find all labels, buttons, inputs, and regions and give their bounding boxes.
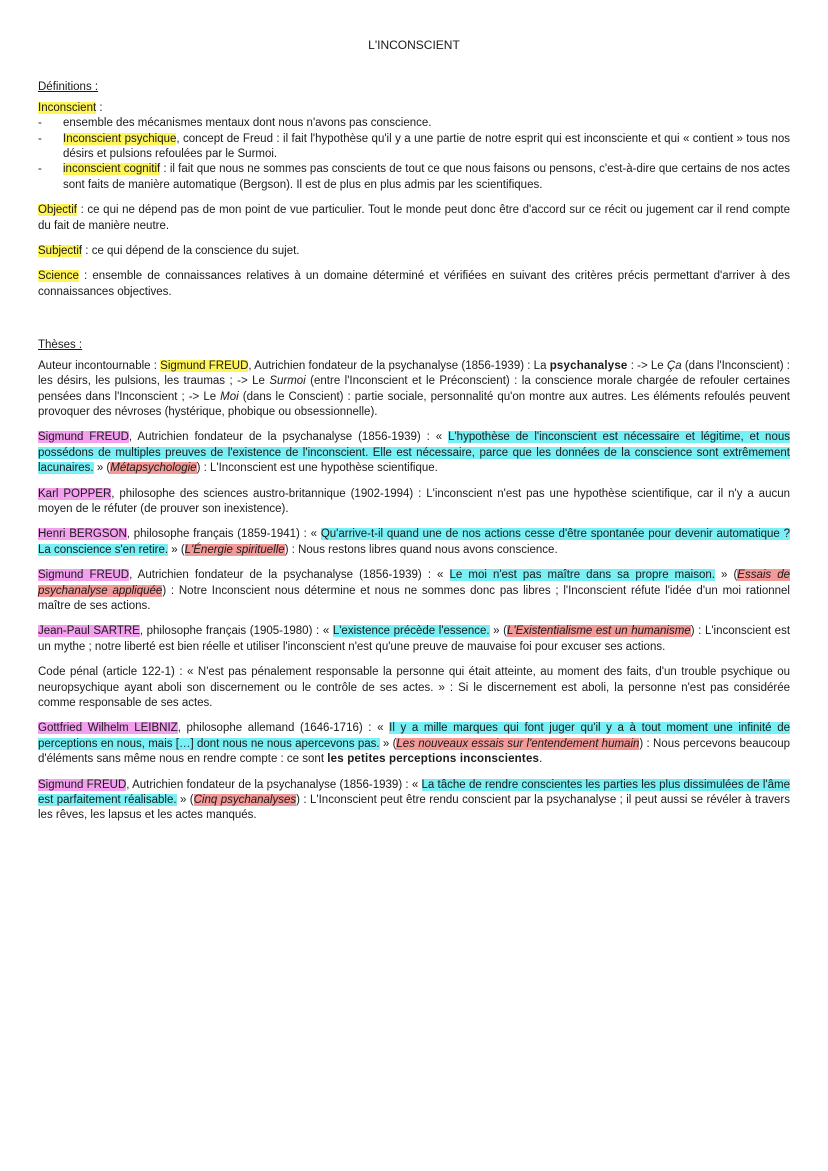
author-name: Sigmund FREUD	[38, 569, 130, 582]
thesis-code-penal: Code pénal (article 122-1) : « N'est pas pénalement responsable la personne qui était atteinte, au moment des faits, d'un trouble psychique ou neuropsychique ayant aboli son discernement ou le contrôle de ses actes. » : Si le discernement est aboli, la personne n'est pas considérée comme responsable de ses actes.	[38, 666, 790, 709]
quote: Il y a mille marques qui font juger qu'il y a à tout moment une infinité de perceptions en nous, mais […] dont nous ne nous apercevons pas.	[38, 722, 790, 750]
definition-subjectif: Subjectif : ce qui dépend de la conscience du sujet.	[38, 245, 300, 258]
author-name: Jean-Paul SARTRE	[38, 625, 140, 638]
term-objectif: Objectif	[38, 204, 77, 217]
thesis-popper: Karl POPPER, philosophe des sciences austro-britannique (1902-1994) : L'inconscient n'est pas une hypothèse scientifique, car il n'y a aucun moyen de le réfuter (de prouver son inexistence).	[38, 487, 791, 515]
author-name: Sigmund FREUD	[38, 431, 129, 444]
author-name: Karl POPPER	[38, 487, 112, 500]
work-title: L'Énergie spirituelle	[184, 543, 285, 556]
thesis-freud-2: Sigmund FREUD, Autrichien fondateur de la psychanalyse (1856-1939) : « Le moi n'est pas maître dans sa propre maison. » (Essais de psychanalyse appliquée) : Notre Inconscient nous détermine et nous ne sommes donc pas libres ; l'Inconscient réfute l'idée d'un moi rationnel maître de ses actions.	[38, 569, 790, 612]
thesis-freud-1: Sigmund FREUD, Autrichien fondateur de la psychanalyse (1856-1939) : « L'hypothèse de l'inconscient est nécessaire et légitime, et nous possédons de multiples preuves de l'existence de l'inconscient. Elle est nécessaire, parce que les données de la conscience sont extrêmement lacunaires. » (Métapsychologie) : L'Inconscient est une hypothèse scientifique.	[38, 431, 790, 475]
quote: Qu'arrive-t-il quand une de nos actions cesse d'être spontanée pour devenir automatique ? La conscience s'en retire.	[38, 528, 791, 556]
thesis-intro: Auteur incontournable : Sigmund FREUD, Autrichien fondateur de la psychanalyse (1856-1939) : La psychanalyse : -> Le Ça (dans l'Inconscient) : les désirs, les pulsions, les traumas ; -> Le Surmoi (entre l'Inconscient et le Préconscient) : la conscience morale chargée de refouler certaines pensées dans l'Inconscient ; -> Le Moi (dans le Conscient) : partie sociale, personnalité qu'on montre aux autres. Les éléments refoulés peuvent provoquer des névroses (hystérique, phobique ou obsessionnelle).	[38, 359, 790, 418]
author-name: Gottfried Wilhelm LEIBNIZ	[38, 722, 178, 735]
author-name: Henri BERGSON	[38, 528, 127, 541]
definitions-heading: Définitions :	[38, 81, 99, 94]
list-item: - inconscient cognitif : il fait que nous ne sommes pas conscients de tout ce que nous faisons ou pensons, c'est-à-dire que certains de nos actes sont faits de manière automatique (Bergson). Il est de plus en plus admis par les scientifiques.	[38, 162, 790, 193]
definition-science: Science : ensemble de connaissances relatives à un domaine déterminé et vérifiées en suivant des critères précis permettant d'arriver à des connaissances objectives.	[38, 270, 790, 298]
definition-objectif: Objectif : ce qui ne dépend pas de mon point de vue particulier. Tout le monde peut donc être d'accord sur ce récit ou jugement car il rend compte du fait de manière neutre.	[38, 204, 790, 232]
author-name: Sigmund FREUD	[160, 359, 249, 372]
thesis-freud-3: Sigmund FREUD, Autrichien fondateur de la psychanalyse (1856-1939) : « La tâche de rendre conscientes les parties les plus dissimulées de l'âme est parfaitement réalisable. » (Cinq psychanalyses) : L'Inconscient peut être rendu conscient par la psychanalyse ; il peut aussi se révéler à travers les rêves, les lapsus et les actes manqués.	[38, 778, 790, 822]
work-title: L'Existentialisme est un humanisme	[507, 625, 691, 638]
term-inconscient: Inconscient	[38, 101, 97, 114]
page-title: L'INCONSCIENT	[368, 38, 460, 52]
quote: L'hypothèse de l'inconscient est nécessaire et légitime, et nous possédons de multiples preuves de l'existence de l'inconscient. Elle est nécessaire, parce que les données de la conscience sont extrêmement lacunaires.	[38, 431, 790, 475]
thesis-leibniz: Gottfried Wilhelm LEIBNIZ, philosophe allemand (1646-1716) : « Il y a mille marques qui font juger qu'il y a à tout moment une infinité de perceptions en nous, mais […] dont nous ne nous apercevons pas. » (Les nouveaux essais sur l'entendement humain) : Nous percevons beaucoup d'éléments sans même nous en rendre compte : ce sont les petites perceptions inconscientes.	[38, 722, 790, 766]
list-item: - Inconscient psychique, concept de Freud : il fait l'hypothèse qu'il y a une partie de notre esprit qui est inconsciente et qui « contient » tous nos désirs et pulsions refoulées par le Surmoi.	[38, 132, 790, 163]
term-inconscient-cognitif: inconscient cognitif	[63, 163, 161, 176]
work-title: Cinq psychanalyses	[193, 794, 297, 807]
inconscient-list	[38, 116, 790, 193]
quote: La tâche de rendre conscientes les parties les plus dissimulées de l'âme est parfaitement réalisable.	[38, 778, 790, 807]
list-item: - ensemble des mécanismes mentaux dont nous n'avons pas conscience.	[38, 116, 790, 131]
work-title: Les nouveaux essais sur l'entendement humain	[396, 737, 640, 750]
keyword-bold: psychanalyse	[549, 359, 628, 372]
thesis-bergson: Henri BERGSON, philosophe français (1859-1941) : « Qu'arrive-t-il quand une de nos actions cesse d'être spontanée pour devenir automatique ? La conscience s'en retire. » (L'Énergie spirituelle) : Nous restons libres quand nous avons conscience.	[38, 528, 791, 556]
term-inconscient-psychique: Inconscient psychique	[63, 132, 177, 145]
quote: L'existence précède l'essence.	[332, 625, 490, 638]
work-title: Métapsychologie	[110, 462, 197, 475]
definition-inconscient: Inconscient : - ensemble des mécanismes mentaux dont nous n'avons pas conscience. - Inconscient psychique, concept de Freud : il fait l'hypothèse qu'il y a une partie de notre esprit qui est inconsciente et qui « contient » tous nos désirs et pulsions refoulées par le Surmoi. - inconscient cognitif : il fait que nous ne sommes pas conscients de tout ce que nous faisons ou pensons, c'est-à-dire que certains de nos actes sont faits de manière automatique (Bergson). Il est de plus en plus admis par les scientifiques.	[38, 101, 790, 193]
work-title: Essais de psychanalyse appliquée	[38, 569, 790, 597]
keyword-bold: les petites perceptions inconscientes	[327, 753, 540, 766]
theses-heading: Thèses :	[38, 339, 83, 352]
term-subjectif: Subjectif	[38, 245, 83, 258]
author-name: Sigmund FREUD	[38, 778, 127, 791]
term-science: Science	[38, 270, 79, 283]
document-page	[38, 38, 790, 834]
thesis-sartre: Jean-Paul SARTRE, philosophe français (1905-1980) : « L'existence précède l'essence. » (L'Existentialisme est un humanisme) : L'inconscient est un mythe ; notre liberté est bien réelle et utiliser l'inconscient n'est qu'une preuve de mauvaise foi pour excuser ses actions.	[38, 625, 791, 653]
quote: Le moi n'est pas maître dans sa propre maison.	[449, 569, 715, 582]
